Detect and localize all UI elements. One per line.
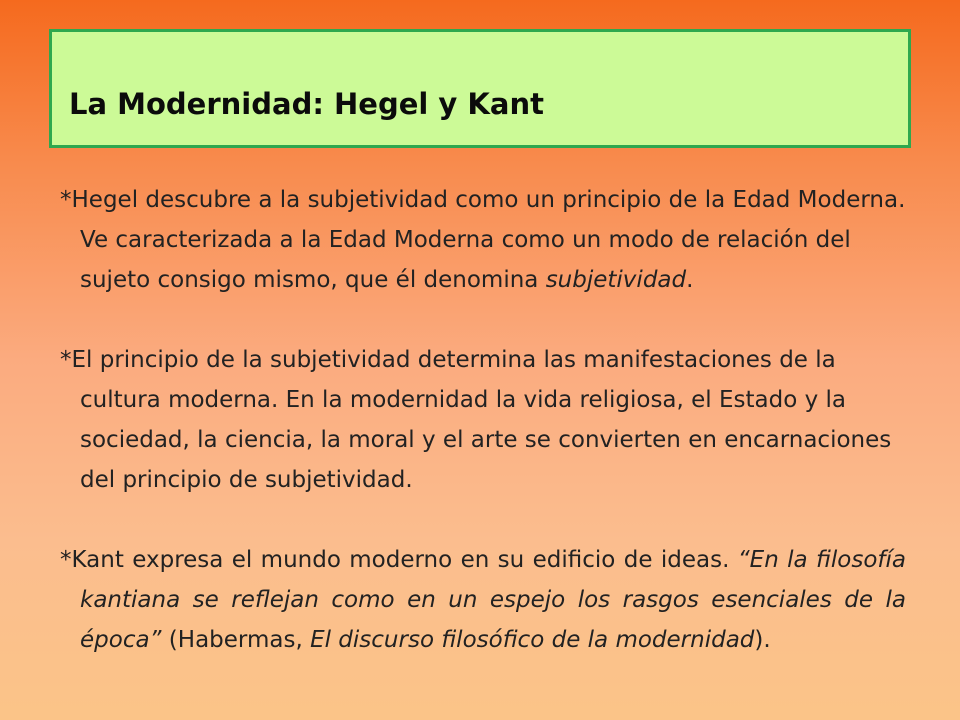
paragraph-kant-intro: *Kant expresa el mundo moderno en su edificio de ideas.	[60, 547, 738, 573]
paragraph-kant-citation-close: ).	[754, 627, 771, 653]
paragraph-kant-quote: “En la filosofía kantiana se reflejan como en un espejo los rasgos esenciales de la época”	[80, 547, 906, 653]
paragraph-hegel-term: subjetividad	[545, 267, 687, 293]
paragraph-hegel	[60, 180, 906, 300]
paragraph-hegel-end: .	[686, 267, 694, 293]
paragraph-kant	[60, 540, 906, 660]
slide-body	[60, 180, 906, 660]
paragraph-kant-citation-open: (Habermas,	[161, 627, 311, 653]
paragraph-kant-book-title: El discurso filosófico de la modernidad	[310, 627, 755, 653]
paragraph-principle	[60, 340, 906, 500]
title-box	[49, 29, 911, 148]
paragraph-principle-text: *El principio de la subjetividad determina las manifestaciones de la cultura moderna. En la modernidad la vida religiosa, el Estado y la sociedad, la ciencia, la moral y el arte se convierten en encarnaciones del principio de subjetividad.	[60, 347, 892, 493]
slide-title: La Modernidad: Hegel y Kant	[69, 87, 544, 121]
paragraph-hegel-text: *Hegel descubre a la subjetividad como un principio de la Edad Moderna. Ve caracterizada a la Edad Moderna como un modo de relación del sujeto consigo mismo, que él denomina	[60, 187, 906, 293]
